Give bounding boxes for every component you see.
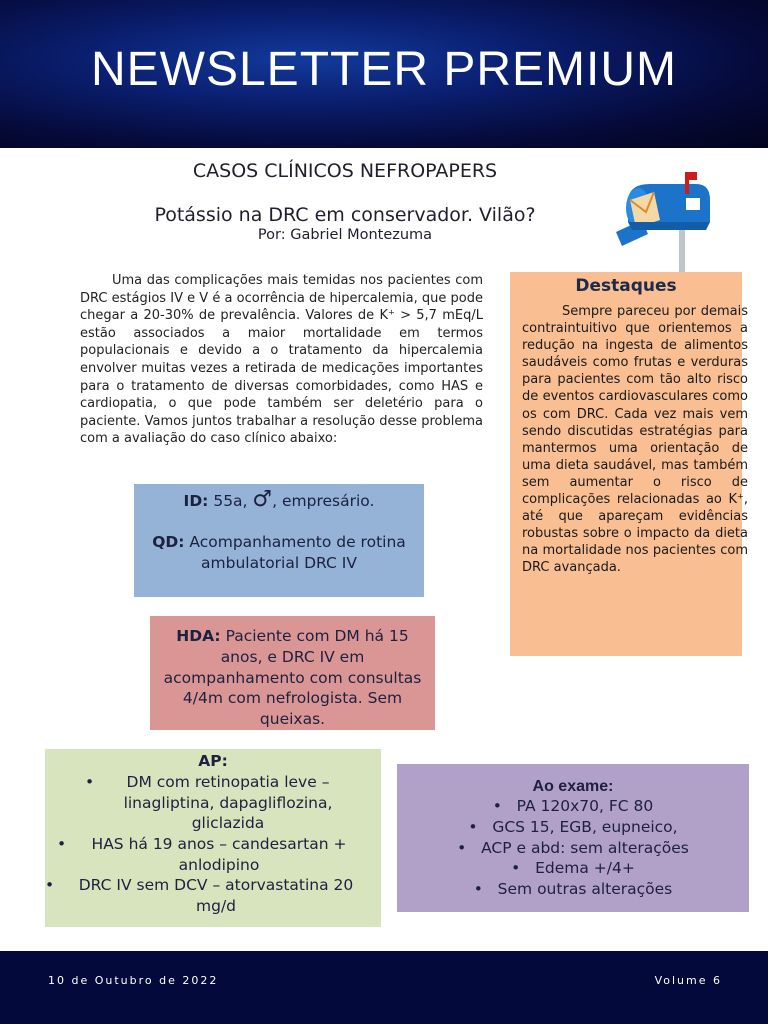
bullet: •: [45, 876, 55, 894]
header-banner: [0, 0, 768, 148]
physical-exam-box: [397, 764, 749, 912]
exam-item-4: Edema +/4+: [535, 859, 635, 877]
exam-item-3: ACP e abd: sem alterações: [481, 839, 689, 857]
ap-label: AP:: [198, 752, 228, 770]
bullet: •: [468, 818, 478, 836]
hda-text-line-4: 4/4m com nefrologista. Sem: [182, 689, 403, 707]
exam-item-5: Sem outras alterações: [497, 880, 673, 898]
hda-box: [150, 616, 435, 730]
footer-bar: [0, 951, 768, 1024]
qd-text-line-2: ambulatorial DRC IV: [201, 554, 357, 572]
list-item: [397, 817, 749, 838]
list-item: [45, 772, 381, 834]
exam-label: Ao exame:: [532, 778, 614, 795]
list-item: [397, 858, 749, 879]
ap-item-3: DRC IV sem DCV – atorvastatina 20 mg/d: [78, 876, 354, 915]
footer-volume: Volume 6: [654, 974, 722, 987]
id-label: ID:: [183, 492, 209, 510]
bullet: •: [85, 773, 95, 791]
intro-paragraph: Uma das complicações mais temidas nos pacientes com DRC estágios IV e V é a ocorrência de hipercalemia, que pode chegar a 20-30% de prevalência. Valores de K⁺ > 5,7 mEq/L estão associados a maior mortalidade em termos populacionais e devido a o tratamento da hipercalemia envolver muitas vezes a retirada de medicações importantes para o tratamento de diversas comorbidades, como HAS e cardiopatia, o que pode também ser deletério para o paciente. Vamos juntos trabalhar a resolução desse problema com a avaliação do caso clínico abaixo:: [80, 273, 483, 447]
hda-text-line-2: anos, e DRC IV em: [220, 648, 365, 666]
exam-item-2: GCS 15, EGB, eupneico,: [492, 818, 678, 836]
highlights-box: [510, 272, 748, 656]
footer-date: 10 de Outubro de 2022: [48, 974, 219, 987]
exam-item-1: PA 120x70, FC 80: [516, 797, 654, 815]
list-item: [397, 796, 749, 817]
bullet: •: [473, 880, 483, 898]
patient-id-box: [134, 484, 424, 597]
ap-item-2: HAS há 19 anos – candesartan + anlodipino: [91, 835, 347, 874]
bullet: •: [57, 835, 67, 853]
list-item: [397, 838, 749, 859]
section-title: CASOS CLÍNICOS NEFROPAPERS: [192, 160, 498, 182]
id-age: 55a,: [213, 492, 248, 510]
list-item: [397, 879, 749, 900]
hda-label: HDA:: [176, 627, 221, 645]
bullet: •: [492, 797, 502, 815]
past-history-box: [45, 749, 381, 927]
newsletter-title: NEWSLETTER PREMIUM: [90, 43, 678, 96]
id-job: , empresário.: [272, 492, 375, 510]
article-author: Por: Gabriel Montezuma: [257, 227, 433, 243]
hda-text-line-1: Paciente com DM há 15: [225, 627, 409, 645]
male-symbol-icon: ♂: [252, 487, 273, 512]
list-item: [45, 875, 381, 916]
hda-text-line-3: acompanhamento com consultas: [163, 669, 422, 687]
bullet: •: [457, 839, 467, 857]
bullet: •: [511, 859, 521, 877]
article-title: Potássio na DRC em conservador. Vilão?: [154, 204, 536, 226]
qd-text-line-1: Acompanhamento de rotina: [189, 533, 406, 551]
qd-label: QD:: [152, 533, 185, 551]
list-item: [45, 834, 381, 875]
ap-item-1: DM com retinopatia leve – linagliptina, dapagliflozina, gliclazida: [123, 773, 333, 832]
highlights-text: Sempre pareceu por demais contraintuitivo que orientemos a redução na ingesta de alimentos saudáveis como frutas e verduras para pacientes com tão alto risco de eventos cardiovasculares como os com DRC. Cada vez mais vem sendo discutidas estratégias para mantermos uma orientação de uma dieta saudável, mas também sem aumentar o risco de complicações relacionadas ao K⁺, até que apareçam evidências robustas sobre o impacto da dieta na mortalidade nos pacientes com DRC avançada.: [522, 304, 748, 576]
highlights-title: Destaques: [575, 276, 677, 296]
mailbox-icon: [608, 172, 718, 272]
hda-text-line-5: queixas.: [259, 710, 326, 728]
